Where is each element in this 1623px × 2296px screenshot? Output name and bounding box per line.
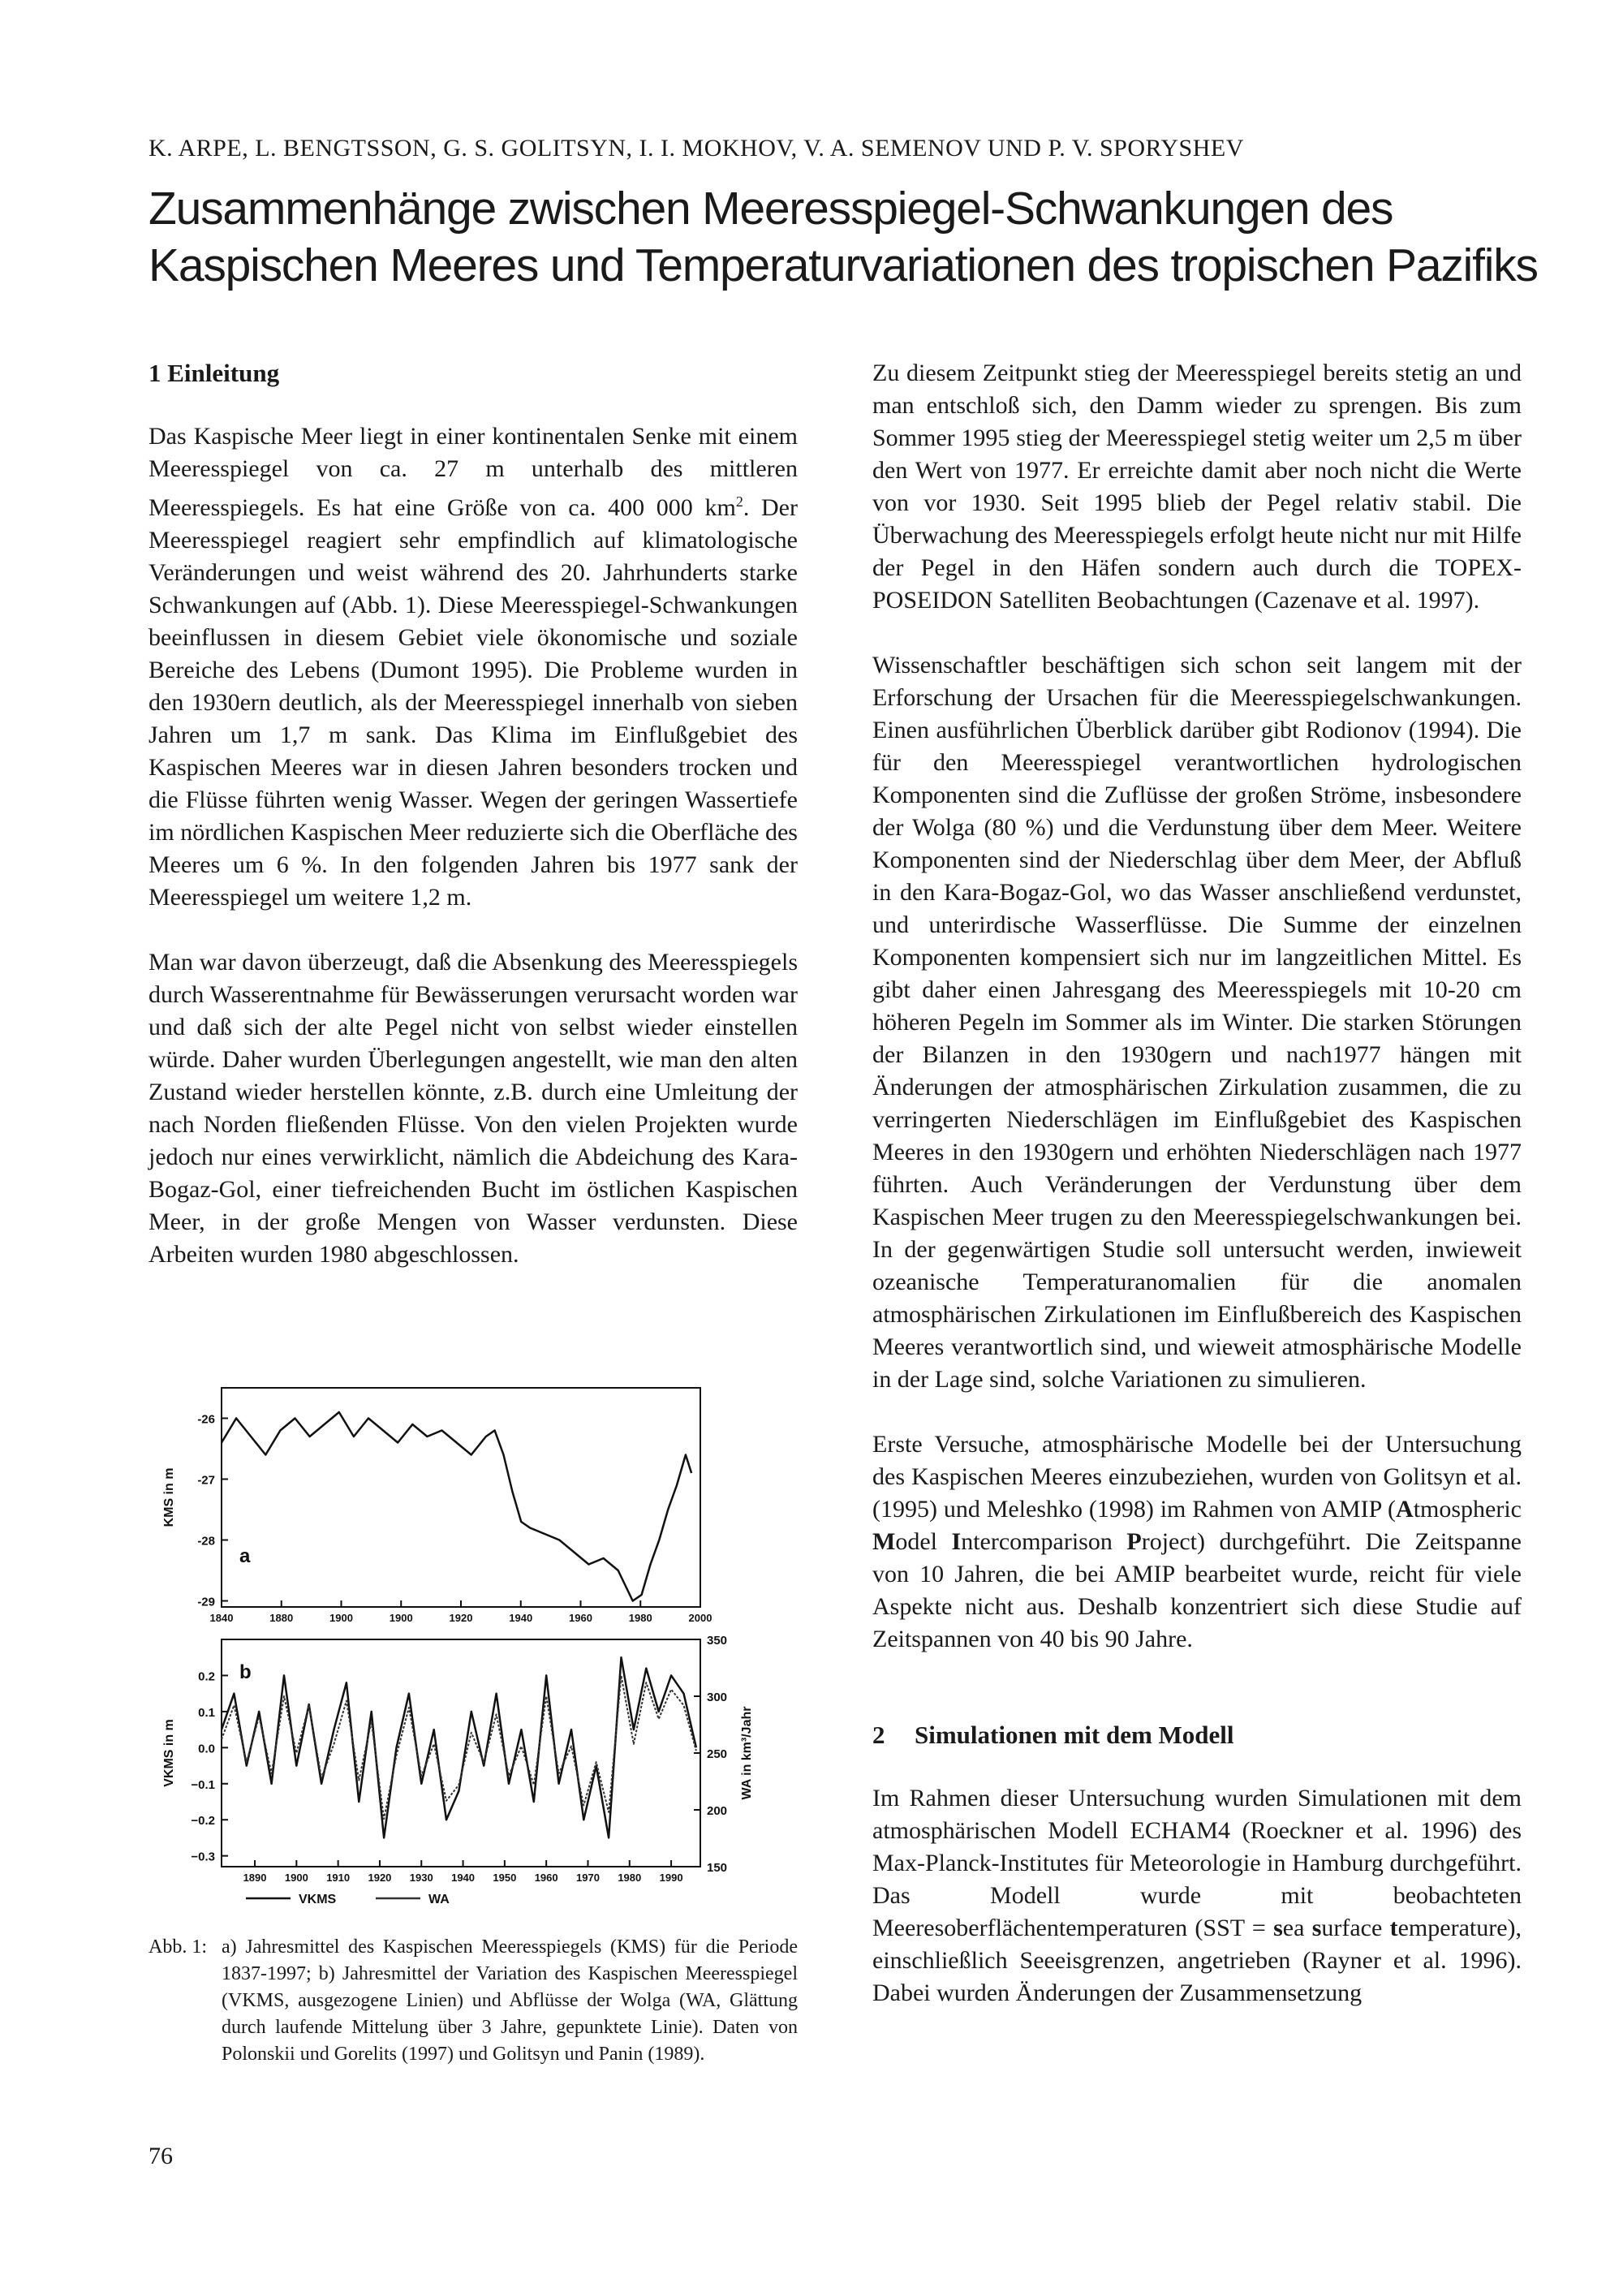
panel-b-xtick-label: 1930 [409, 1872, 433, 1884]
panel-a-xtick-label: 1920 [449, 1612, 473, 1624]
p3-text-b: roject) durchgeführt. Die Zeitspanne von 10 Jahren, die bei AMIP bearbeitet wurde, reicht für viele Aspekte nicht aus. Deshalb konzentriert sich diese Studie auf Zeitspannen von 40 bis 90 Jahre. [872, 1528, 1522, 1652]
panel-b-ylabel-right: WA in km³/Jahr [740, 1706, 754, 1800]
panel-b-y2tick-label: 200 [707, 1804, 728, 1818]
section-2-number: 2 [872, 1721, 885, 1749]
panel-b-ytick-label: 0.1 [198, 1705, 215, 1720]
panel-a-xtick-label: 1900 [389, 1612, 413, 1624]
paragraph-intro-2: Man war davon überzeugt, daß die Absenkung des Meeresspiegels durch Wasserentnahme für Bewässerungen verursacht worden war und daß sich der alte Pegel nicht von selbst wieder einstellen würde. Daher wurden Überlegungen angestellt, wie man den alten Zustand wieder herstellen könnte, z.B. durch eine Umleitung der nach Norden fließenden Flüsse. Von den vielen Projekten wurde jedoch nur eines verwirklicht, nämlich die Abdeichung des Kara-Bogaz-Gol, einer tiefreichenden Bucht im östlichen Kaspischen Meer, in der große Mengen von Wasser verdunsten. Diese Arbeiten wurden 1980 abgeschlossen. [149, 949, 798, 1268]
panel-a-xtick-label: 1940 [509, 1612, 533, 1624]
caption-text: a) Jahresmittel des Kaspischen Meeresspiegels (KMS) für die Periode 1837-1997; b) Jahresmittel der Variation des Kaspischen Meeresspiegel (VKMS, ausgezogene Linien) und Abflüsse der Wolga (WA, Glättung durch laufende Mittelung über 3 Jahre, gepunktete Linie). Daten von Polonskii und Gorelits (1997) und Golitsyn und Panin (1989). [222, 1936, 798, 2065]
panel-b-ytick-label: −0.2 [191, 1814, 215, 1829]
panel-b-xtick-label: 1940 [451, 1872, 476, 1884]
panel-a-xtick-label: 1840 [209, 1612, 234, 1624]
p4-text-a: Im Rahmen dieser Untersuchung wurden Simulationen mit dem atmosphärischen Modell ECHAM4 (Roeckner et al. 1996) des Max-Planck-Institutes für Meteorologie in Hamburg durchgeführt. Das Modell wurde mit beobachteten Meeresoberflächentemperaturen (SST = [872, 1785, 1522, 1941]
p3-bold-I: I [951, 1528, 962, 1555]
section-2-title: Simulationen mit dem Modell [915, 1721, 1234, 1749]
panel-b-y2tick-label: 350 [707, 1634, 728, 1648]
panel-b-ytick-label: 0.0 [198, 1742, 215, 1756]
panel-a-xtick-label: 2000 [688, 1612, 712, 1624]
panel-b-y2tick-label: 250 [707, 1747, 728, 1761]
title-line-1: Zusammenhänge zwischen Meeresspiegel-Schwankungen des [149, 183, 1393, 235]
panel-a-ytick-label: -26 [197, 1412, 215, 1427]
caption-label: Abb. 1: [149, 1936, 207, 1958]
paragraph-right-1: Zu diesem Zeitpunkt stieg der Meeresspiegel bereits stetig an und man entschloß sich, den Damm wieder zu sprengen. Bis zum Sommer 1995 stieg der Meeresspiegel stetig weiter um 2,5 m über den Wert von 1977. Er erreichte damit aber noch nicht die Werte von vor 1930. Seit 1995 blieb der Pegel relativ stabil. Die Überwachung des Meeresspiegels erfolgt heute nicht nur mit Hilfe der Pegel in den Häfen sondern auch durch die TOPEX-POSEIDON Satelliten Beobachtungen (Cazenave et al. 1997). [872, 360, 1522, 614]
p4-bold-s2: s [1311, 1915, 1322, 1941]
panel-a-xtick-label: 1980 [628, 1612, 652, 1624]
panel-a-xtick-label: 1900 [329, 1612, 353, 1624]
paragraph-intro-1 [149, 420, 798, 914]
panel-a-ytick-label: -28 [197, 1534, 215, 1549]
panel-a-ytick-label: -29 [197, 1595, 215, 1609]
figure-1 [149, 1372, 781, 1923]
paragraph-right-3 [872, 1428, 1522, 1656]
figure-1-svg [149, 1372, 781, 1923]
panel-b-frame [222, 1639, 700, 1867]
p4-bold-s1: s [1273, 1915, 1283, 1941]
section-1-heading: 1 Einleitung [149, 359, 280, 387]
p3-text-tmospheric: tmospheric [1413, 1496, 1522, 1523]
panel-b-ytick-label: −0.3 [191, 1850, 215, 1864]
p4-text-ea: ea [1282, 1915, 1312, 1941]
panel-b-xtick-label: 1990 [659, 1872, 683, 1884]
panel-b-xtick-label: 1890 [243, 1872, 267, 1884]
panel-b-ylabel-left: VKMS in m [162, 1719, 176, 1787]
article-title [149, 180, 1544, 294]
p3-text-ntercomparison: ntercomparison [961, 1528, 1127, 1555]
left-column [149, 357, 798, 1271]
p3-text-odel: odel [895, 1528, 952, 1555]
panel-b-ytick-label: −0.1 [191, 1777, 215, 1792]
paragraph-right-4 [872, 1782, 1522, 2010]
panel-b-xtick-label: 1970 [576, 1872, 600, 1884]
panel-b-y2tick-label: 300 [707, 1691, 728, 1704]
panel-b-xtick-label: 1920 [368, 1872, 392, 1884]
panel-b-xtick-label: 1900 [284, 1872, 308, 1884]
panel-a-xtick-label: 1960 [569, 1612, 592, 1624]
panel-b [162, 1634, 754, 1906]
panel-a [162, 1388, 712, 1624]
p4-text-b: emperature), einschließlich Seeeisgrenzen, angetrieben (Rayner et al. 1996). Dabei wurden Änderungen der Zusammensetzung [872, 1915, 1522, 2006]
vkms-series-line [222, 1657, 696, 1837]
panel-a-xtick-label: 1880 [269, 1612, 294, 1624]
page-number: 76 [149, 2143, 173, 2169]
legend-vkms-label: VKMS [299, 1893, 337, 1906]
authors: K. ARPE, L. BENGTSSON, G. S. GOLITSYN, I. I. MOKHOV, V. A. SEMENOV UND P. V. SPORYSHEV [149, 135, 1244, 162]
panel-b-xtick-label: 1910 [326, 1872, 351, 1884]
panel-b-letter: b [239, 1661, 252, 1683]
title-line-2: Kaspischen Meeres und Temperaturvariationen des tropischen Pazifiks [149, 239, 1538, 291]
km-squared-sup: 2 [735, 493, 743, 510]
paragraph-intro-1-a: Das Kaspische Meer liegt in einer kontinentalen Senke mit einem Meeresspiegel von ca. 27 m unterhalb des mittleren Meeresspiegels. Es hat eine Größe von ca. 400 000 km [149, 423, 798, 521]
paragraph-right-2: Wissenschaftler beschäftigen sich schon seit langem mit der Erforschung der Ursachen für die Meeresspiegelschwankungen. Einen ausführlichen Überblick darüber gibt Rodionov (1994). Die für den Meeresspiegel verantwortlichen hydrologischen Komponenten sind die Zuflüsse der großen Ströme, insbesondere der Wolga (80 %) und die Verdunstung über dem Meer. Weitere Komponenten sind der Niederschlag über dem Meer, der Abfluß in den Kara-Bogaz-Gol, wo das Wasser anschließend verdunstet, und unterirdische Wasserflüsse. Die Summe der einzelnen Komponenten kompensiert sich nur im langzeitlichen Mittel. Es gibt daher einen Jahresgang des Meeresspiegels mit 10-20 cm höheren Pegeln im Sommer als im Winter. Die starken Störungen der Bilanzen in den 1930gern und nach1977 hängen mit Änderungen der atmosphärischen Zirkulation zusammen, die zu verringerten Niederschlägen im Einflußgebiet des Kaspischen Meeres in den 1930gern und erhöhten Niederschlägen nach 1977 führten. Auch Veränderungen der Verdunstung über dem Kaspischen Meer trugen zu den Meeresspiegelschwankungen bei. In der gegenwärtigen Studie soll untersucht werden, inwieweit ozeanische Temperaturanomalien für die anomalen atmosphärischen Zirkulationen im Einflußbereich des Kaspischen Meeres verantwortlich sind, und wieweit atmosphärische Modelle in der Lage sind, solche Variationen zu simulieren. [872, 652, 1522, 1393]
panel-a-ylabel: KMS in m [162, 1467, 176, 1527]
panel-b-y2tick-label: 150 [707, 1861, 728, 1875]
p3-bold-A: A [1396, 1496, 1414, 1523]
p3-bold-P: P [1126, 1528, 1142, 1555]
panel-b-xtick-label: 1960 [534, 1872, 558, 1884]
panel-a-ytick-label: -27 [197, 1473, 215, 1488]
paragraph-intro-1-b: . Der Meeresspiegel reagiert sehr empfindlich auf klimatologische Veränderungen und weist während des 20. Jahrhunderts starke Schwankungen auf (Abb. 1). Diese Meeresspiegel-Schwankungen beeinflussen in diesem Gebiet viele ökonomische und soziale Bereiche des Lebens (Dumont 1995). Die Probleme wurden in den 1930ern deutlich, als der Meeresspiegel innerhalb von sieben Jahren um 1,7 m sank. Das Klima im Einflußgebiet des Kaspischen Meeres war in diesen Jahren besonders trocken und die Flüsse führten wenig Wasser. Wegen der geringen Wassertiefe im nördlichen Kaspischen Meer reduzierte sich die Oberfläche des Meeres um 6 %. In den folgenden Jahren bis 1977 sank der Meeresspiegel um weitere 1,2 m. [149, 494, 798, 911]
p3-text-a: Erste Versuche, atmosphärische Modelle bei der Untersuchung des Kaspischen Meeres einzubeziehen, wurden von Golitsyn et al. (1995) und Meleshko (1998) im Rahmen von AMIP ( [872, 1431, 1522, 1523]
figure-caption [149, 1934, 798, 2068]
p4-bold-t: t [1389, 1915, 1398, 1941]
section-2-heading [872, 1719, 1522, 1751]
panel-b-xtick-label: 1980 [618, 1872, 642, 1884]
panel-b-xtick-label: 1950 [493, 1872, 517, 1884]
legend-wa-label: WA [428, 1893, 450, 1906]
kms-series-line [222, 1412, 691, 1601]
panel-b-ytick-label: 0.2 [198, 1669, 215, 1684]
right-column [872, 357, 1522, 2010]
p3-bold-M: M [872, 1528, 896, 1555]
panel-a-letter: a [239, 1545, 251, 1567]
p4-text-urface: urface [1321, 1915, 1390, 1941]
wa-series-line [222, 1676, 696, 1819]
